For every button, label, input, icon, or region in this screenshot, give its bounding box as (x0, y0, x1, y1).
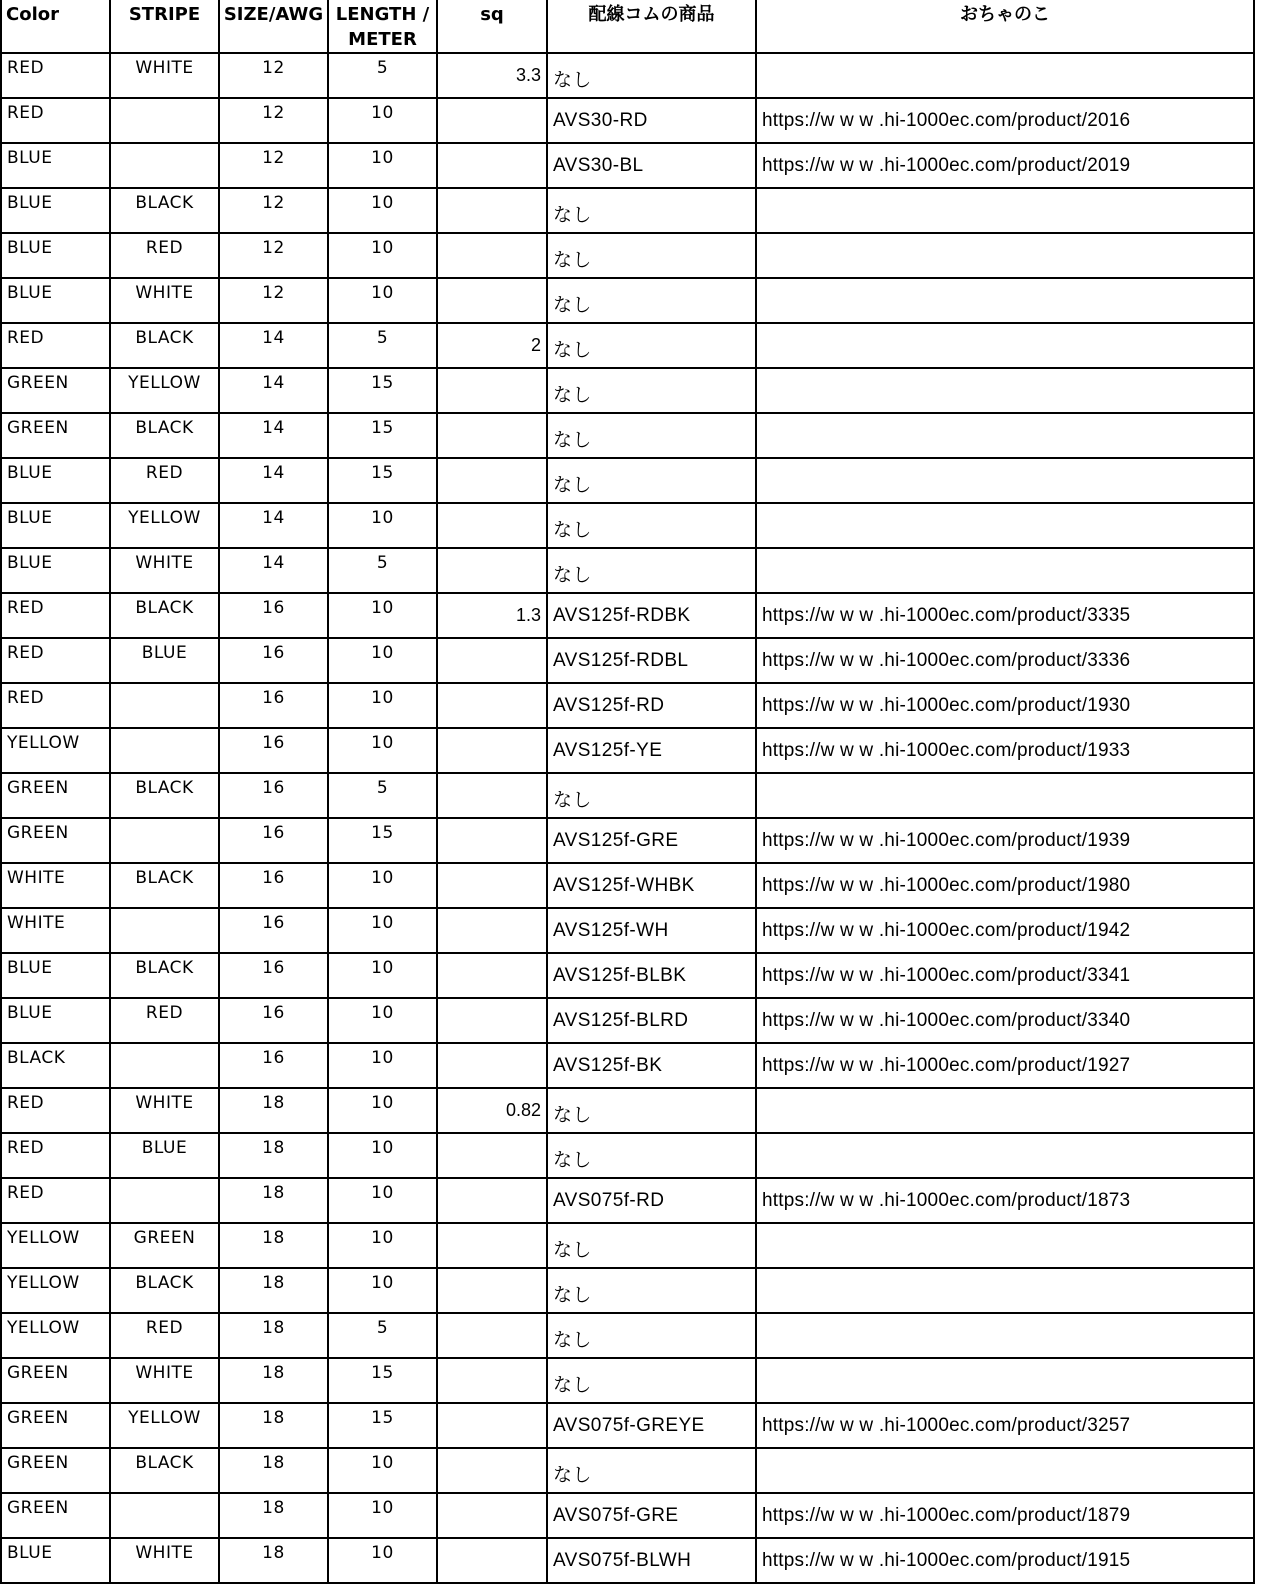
cell-url: https://w w w .hi-1000ec.com/product/1980 (756, 863, 1254, 908)
table-row (1, 1043, 1254, 1088)
cell-url (756, 1313, 1254, 1358)
cell-size: 16 (219, 683, 328, 728)
cell-length: 10 (328, 593, 437, 638)
cell-size: 12 (219, 143, 328, 188)
cell-stripe (110, 1178, 219, 1223)
cell-length: 15 (328, 1403, 437, 1448)
cell-sq (437, 1133, 547, 1178)
table-row (1, 98, 1254, 143)
cell-product: AVS075f-GREYE (547, 1403, 756, 1448)
cell-color: YELLOW (1, 1223, 110, 1268)
cell-color: RED (1, 53, 110, 98)
table-row (1, 1088, 1254, 1133)
cell-url (756, 1133, 1254, 1178)
cell-length: 10 (328, 1133, 437, 1178)
cell-product: AVS125f-YE (547, 728, 756, 773)
cell-sq: 0.82 (437, 1088, 547, 1133)
cell-sq (437, 773, 547, 818)
cell-size: 16 (219, 998, 328, 1043)
cell-stripe: BLUE (110, 1133, 219, 1178)
cell-stripe: WHITE (110, 548, 219, 593)
cell-product: なし (547, 1313, 756, 1358)
cell-sq (437, 908, 547, 953)
cell-url (756, 323, 1254, 368)
cell-color: BLACK (1, 1043, 110, 1088)
cell-stripe: YELLOW (110, 1403, 219, 1448)
cell-stripe: BLACK (110, 188, 219, 233)
cell-length: 15 (328, 413, 437, 458)
cell-stripe: BLACK (110, 323, 219, 368)
cell-stripe: YELLOW (110, 503, 219, 548)
cell-length: 10 (328, 863, 437, 908)
cell-stripe (110, 683, 219, 728)
cell-stripe: RED (110, 1313, 219, 1358)
cell-product: なし (547, 188, 756, 233)
cell-sq (437, 1448, 547, 1493)
cell-url: https://w w w .hi-1000ec.com/product/1873 (756, 1178, 1254, 1223)
cell-color: BLUE (1, 188, 110, 233)
cell-size: 18 (219, 1358, 328, 1403)
cell-length: 10 (328, 143, 437, 188)
cell-size: 16 (219, 593, 328, 638)
table-row (1, 998, 1254, 1043)
cell-sq (437, 1178, 547, 1223)
cell-color: GREEN (1, 1448, 110, 1493)
cell-product: AVS125f-GRE (547, 818, 756, 863)
cell-stripe (110, 143, 219, 188)
cell-sq (437, 953, 547, 998)
cell-length: 15 (328, 1358, 437, 1403)
cell-product: AVS125f-RDBL (547, 638, 756, 683)
cell-url: https://w w w .hi-1000ec.com/product/3341 (756, 953, 1254, 998)
cell-length: 10 (328, 1088, 437, 1133)
cell-stripe: BLACK (110, 593, 219, 638)
cell-size: 16 (219, 728, 328, 773)
cell-url (756, 1088, 1254, 1133)
cell-sq (437, 683, 547, 728)
cell-stripe: RED (110, 458, 219, 503)
table-row (1, 638, 1254, 683)
cell-product: AVS30-RD (547, 98, 756, 143)
cell-color: RED (1, 1088, 110, 1133)
cell-sq (437, 728, 547, 773)
cell-length: 10 (328, 1223, 437, 1268)
cell-product: なし (547, 1088, 756, 1133)
cell-size: 18 (219, 1133, 328, 1178)
table-row (1, 1313, 1254, 1358)
cell-size: 14 (219, 413, 328, 458)
cell-length: 5 (328, 1313, 437, 1358)
cell-color: BLUE (1, 953, 110, 998)
cell-color: RED (1, 1178, 110, 1223)
cell-url (756, 278, 1254, 323)
cell-length: 10 (328, 1538, 437, 1583)
cell-stripe: RED (110, 998, 219, 1043)
cell-stripe (110, 728, 219, 773)
table-row (1, 728, 1254, 773)
cell-length: 10 (328, 1268, 437, 1313)
cell-length: 15 (328, 818, 437, 863)
table-row (1, 323, 1254, 368)
table-row (1, 188, 1254, 233)
cell-sq (437, 278, 547, 323)
cell-sq (437, 413, 547, 458)
cell-product: なし (547, 1358, 756, 1403)
cell-url (756, 1223, 1254, 1268)
cell-length: 10 (328, 1043, 437, 1088)
cell-product: AVS125f-BLRD (547, 998, 756, 1043)
cell-sq (437, 1043, 547, 1088)
cell-product: なし (547, 1133, 756, 1178)
cell-length: 15 (328, 368, 437, 413)
cell-product: なし (547, 458, 756, 503)
cell-length: 10 (328, 278, 437, 323)
cell-size: 16 (219, 638, 328, 683)
cell-sq (437, 503, 547, 548)
cell-length: 15 (328, 458, 437, 503)
cell-product: なし (547, 233, 756, 278)
cell-size: 12 (219, 53, 328, 98)
cell-color: RED (1, 683, 110, 728)
cell-url (756, 188, 1254, 233)
table-body (1, 53, 1254, 1583)
header-product: 配線コムの商品 (547, 0, 756, 53)
cell-size: 12 (219, 278, 328, 323)
cell-sq (437, 998, 547, 1043)
cell-url: https://w w w .hi-1000ec.com/product/1930 (756, 683, 1254, 728)
cell-size: 12 (219, 98, 328, 143)
table-row (1, 53, 1254, 98)
cell-length: 10 (328, 953, 437, 998)
cell-product: AVS125f-WH (547, 908, 756, 953)
cell-color: GREEN (1, 818, 110, 863)
cell-color: YELLOW (1, 1313, 110, 1358)
cell-color: BLUE (1, 143, 110, 188)
cell-color: WHITE (1, 908, 110, 953)
cell-url (756, 503, 1254, 548)
cell-product: なし (547, 323, 756, 368)
cell-size: 16 (219, 818, 328, 863)
cell-product: AVS30-BL (547, 143, 756, 188)
cell-length: 5 (328, 773, 437, 818)
table-row (1, 413, 1254, 458)
cell-color: RED (1, 593, 110, 638)
header-size: SIZE/AWG (219, 0, 328, 53)
cell-product: なし (547, 278, 756, 323)
header-sq: sq (437, 0, 547, 53)
cell-sq (437, 638, 547, 683)
table-row (1, 818, 1254, 863)
header-row (1, 0, 1254, 53)
cell-length: 10 (328, 188, 437, 233)
cell-size: 16 (219, 1043, 328, 1088)
cell-product: なし (547, 1268, 756, 1313)
cell-sq (437, 863, 547, 908)
cell-url (756, 233, 1254, 278)
cell-sq (437, 458, 547, 503)
table-row (1, 143, 1254, 188)
header-url: おちゃのこ (756, 0, 1254, 53)
table-row (1, 1358, 1254, 1403)
cell-size: 18 (219, 1313, 328, 1358)
table-row (1, 683, 1254, 728)
cell-url: https://w w w .hi-1000ec.com/product/3335 (756, 593, 1254, 638)
cell-sq (437, 1223, 547, 1268)
cell-length: 10 (328, 98, 437, 143)
cell-product: なし (547, 1448, 756, 1493)
cell-length: 5 (328, 323, 437, 368)
cell-size: 16 (219, 908, 328, 953)
cell-color: GREEN (1, 413, 110, 458)
cell-url (756, 548, 1254, 593)
table-row (1, 368, 1254, 413)
cell-sq (437, 98, 547, 143)
cell-product: なし (547, 503, 756, 548)
cell-length: 5 (328, 53, 437, 98)
table-row (1, 458, 1254, 503)
cell-size: 14 (219, 368, 328, 413)
cell-color: GREEN (1, 773, 110, 818)
cell-size: 14 (219, 323, 328, 368)
cell-url: https://w w w .hi-1000ec.com/product/3257 (756, 1403, 1254, 1448)
cell-product: なし (547, 53, 756, 98)
cell-sq (437, 1268, 547, 1313)
table-row (1, 908, 1254, 953)
cell-url: https://w w w .hi-1000ec.com/product/3336 (756, 638, 1254, 683)
cell-length: 10 (328, 908, 437, 953)
cell-length: 10 (328, 638, 437, 683)
cell-color: GREEN (1, 1403, 110, 1448)
cell-stripe: BLACK (110, 1268, 219, 1313)
cell-color: YELLOW (1, 728, 110, 773)
cell-sq: 3.3 (437, 53, 547, 98)
cell-sq: 1.3 (437, 593, 547, 638)
cell-url: https://w w w .hi-1000ec.com/product/1927 (756, 1043, 1254, 1088)
cell-size: 18 (219, 1538, 328, 1583)
cell-stripe: BLACK (110, 863, 219, 908)
table-row (1, 1178, 1254, 1223)
cell-stripe: YELLOW (110, 368, 219, 413)
cell-size: 16 (219, 953, 328, 998)
cell-product: なし (547, 773, 756, 818)
cell-color: BLUE (1, 233, 110, 278)
table-row (1, 863, 1254, 908)
cell-url (756, 1448, 1254, 1493)
table-row (1, 1268, 1254, 1313)
cell-product: なし (547, 368, 756, 413)
cell-stripe: BLUE (110, 638, 219, 683)
cell-size: 18 (219, 1493, 328, 1538)
header-stripe: STRIPE (110, 0, 219, 53)
cell-product: なし (547, 548, 756, 593)
cell-stripe (110, 818, 219, 863)
cell-url: https://w w w .hi-1000ec.com/product/1879 (756, 1493, 1254, 1538)
cell-product: なし (547, 413, 756, 458)
cell-length: 10 (328, 233, 437, 278)
cell-color: GREEN (1, 1493, 110, 1538)
cell-size: 12 (219, 233, 328, 278)
cell-sq (437, 1358, 547, 1403)
table-row (1, 278, 1254, 323)
cell-stripe: WHITE (110, 1088, 219, 1133)
cell-stripe: WHITE (110, 53, 219, 98)
cell-sq (437, 1538, 547, 1583)
cell-color: BLUE (1, 1538, 110, 1583)
cell-sq: 2 (437, 323, 547, 368)
cell-url: https://w w w .hi-1000ec.com/product/1915 (756, 1538, 1254, 1583)
cell-length: 10 (328, 728, 437, 773)
cell-color: GREEN (1, 1358, 110, 1403)
cell-color: RED (1, 1133, 110, 1178)
cell-stripe (110, 908, 219, 953)
cell-color: BLUE (1, 458, 110, 503)
cell-url (756, 773, 1254, 818)
cell-size: 14 (219, 503, 328, 548)
cell-stripe: WHITE (110, 278, 219, 323)
cell-size: 16 (219, 863, 328, 908)
cell-color: RED (1, 638, 110, 683)
cell-size: 18 (219, 1268, 328, 1313)
cell-stripe: WHITE (110, 1358, 219, 1403)
cell-product: AVS125f-BLBK (547, 953, 756, 998)
cell-url (756, 458, 1254, 503)
cell-size: 16 (219, 773, 328, 818)
cell-product: AVS125f-RDBK (547, 593, 756, 638)
cell-size: 18 (219, 1223, 328, 1268)
table-row (1, 1133, 1254, 1178)
cell-color: RED (1, 323, 110, 368)
cell-url: https://w w w .hi-1000ec.com/product/3340 (756, 998, 1254, 1043)
cell-url (756, 368, 1254, 413)
cell-color: BLUE (1, 998, 110, 1043)
cell-size: 14 (219, 548, 328, 593)
cell-product: AVS125f-WHBK (547, 863, 756, 908)
header-length: LENGTH / METER (328, 0, 437, 53)
cell-url: https://w w w .hi-1000ec.com/product/1933 (756, 728, 1254, 773)
cell-length: 10 (328, 998, 437, 1043)
table-row (1, 953, 1254, 998)
table-row (1, 773, 1254, 818)
cell-sq (437, 1313, 547, 1358)
table-row (1, 1448, 1254, 1493)
cell-sq (437, 818, 547, 863)
cell-url (756, 413, 1254, 458)
cell-product: なし (547, 1223, 756, 1268)
table-row (1, 1403, 1254, 1448)
cell-sq (437, 143, 547, 188)
cell-sq (437, 233, 547, 278)
cell-stripe (110, 1043, 219, 1088)
cell-stripe: BLACK (110, 413, 219, 458)
cell-url: https://w w w .hi-1000ec.com/product/2016 (756, 98, 1254, 143)
cell-stripe (110, 98, 219, 143)
cell-stripe: GREEN (110, 1223, 219, 1268)
cell-size: 18 (219, 1403, 328, 1448)
cell-color: YELLOW (1, 1268, 110, 1313)
cell-url: https://w w w .hi-1000ec.com/product/1939 (756, 818, 1254, 863)
table-row (1, 1538, 1254, 1583)
cell-url: https://w w w .hi-1000ec.com/product/1942 (756, 908, 1254, 953)
cell-size: 18 (219, 1088, 328, 1133)
cell-url (756, 1268, 1254, 1313)
cell-stripe: WHITE (110, 1538, 219, 1583)
cell-stripe: BLACK (110, 953, 219, 998)
table-row (1, 233, 1254, 278)
cell-length: 10 (328, 683, 437, 728)
cell-product: AVS125f-BK (547, 1043, 756, 1088)
cell-length: 10 (328, 1448, 437, 1493)
cell-stripe: BLACK (110, 773, 219, 818)
cell-length: 10 (328, 1178, 437, 1223)
cell-size: 14 (219, 458, 328, 503)
cell-sq (437, 188, 547, 233)
cell-length: 5 (328, 548, 437, 593)
cell-size: 18 (219, 1178, 328, 1223)
cell-color: BLUE (1, 278, 110, 323)
cell-product: AVS125f-RD (547, 683, 756, 728)
table-row (1, 548, 1254, 593)
cell-stripe (110, 1493, 219, 1538)
cell-color: RED (1, 98, 110, 143)
table-row (1, 1493, 1254, 1538)
cell-color: BLUE (1, 548, 110, 593)
cell-sq (437, 1403, 547, 1448)
table-row (1, 593, 1254, 638)
cell-url: https://w w w .hi-1000ec.com/product/2019 (756, 143, 1254, 188)
cell-sq (437, 1493, 547, 1538)
table-row (1, 503, 1254, 548)
cell-url (756, 53, 1254, 98)
cell-stripe: BLACK (110, 1448, 219, 1493)
header-color: Color (1, 0, 110, 53)
table-row (1, 1223, 1254, 1268)
cell-product: AVS075f-RD (547, 1178, 756, 1223)
cell-sq (437, 368, 547, 413)
cell-color: BLUE (1, 503, 110, 548)
cell-product: AVS075f-BLWH (547, 1538, 756, 1583)
cell-color: WHITE (1, 863, 110, 908)
cell-size: 12 (219, 188, 328, 233)
cell-stripe: RED (110, 233, 219, 278)
cell-product: AVS075f-GRE (547, 1493, 756, 1538)
cell-url (756, 1358, 1254, 1403)
cell-sq (437, 548, 547, 593)
cell-color: GREEN (1, 368, 110, 413)
cell-size: 18 (219, 1448, 328, 1493)
cell-length: 10 (328, 503, 437, 548)
cell-length: 10 (328, 1493, 437, 1538)
